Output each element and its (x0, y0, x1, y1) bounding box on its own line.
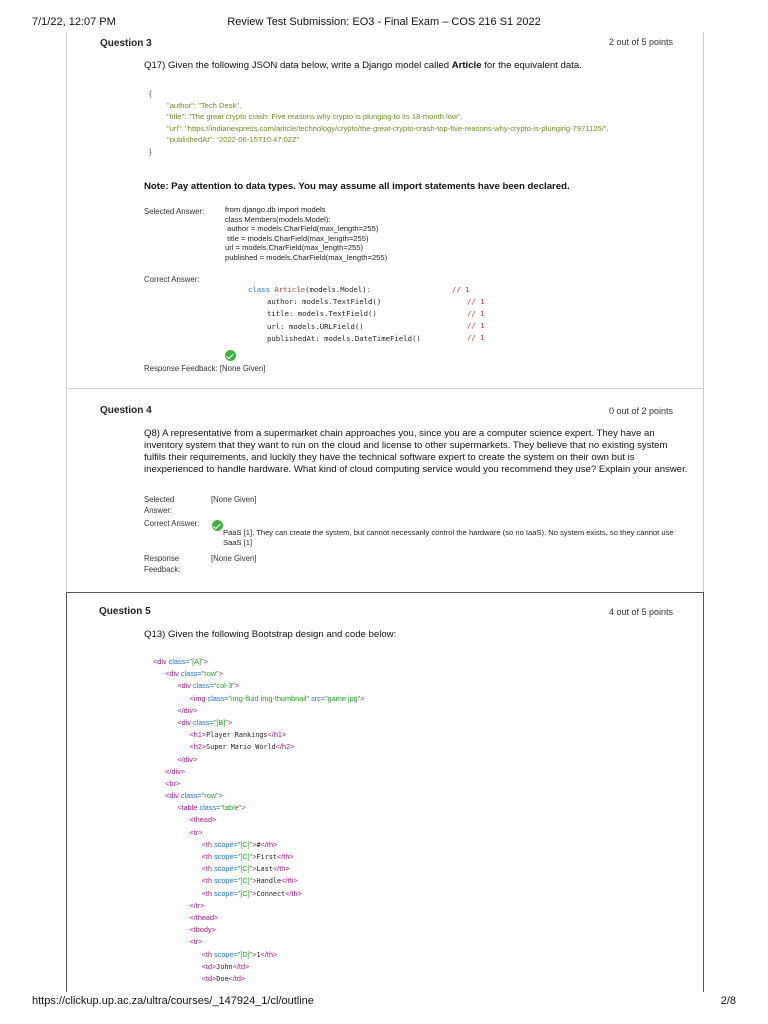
print-footer (32, 995, 736, 1007)
selected-answer: [None Given] (211, 495, 257, 504)
question-title: Question 4 (100, 405, 152, 416)
json-line: "title": "The great crypto crash: Five reasons why crypto is plunging to its 18-month low", (167, 112, 463, 121)
selected-answer-label: Selected Answer: (144, 495, 175, 515)
json-line: "publishedAt": "2022-06-15T10:47:02Z" (167, 135, 300, 144)
mark-comment: // 1 (467, 309, 485, 318)
json-data-block: { "author": "Tech Desk", "title": "The great crypto crash: Five reasons why crypto is plunging to its 18-month low", "url": "https://indianexpress.com/article/technology/crypto/the-great-crypto-crash-top-five-reasons-why-crypto-is-plunging-7971125/", "publishedAt": "2022-06-15T10:47:02Z" } (149, 89, 609, 156)
question-prompt: Q8) A representative from a supermarket chain approaches you, since you are a computer science expert. They have an inventory system that they want to run on the cloud and license to other supermarkets. They believe that no existing system fulfils their requirements, and luckily they have the technical software expert to create the system on their own but is inexperienced to handle hardware. What kind of cloud computing service would you recommend they use? Explain your answer. (144, 428, 688, 475)
question-points: 0 out of 2 points (608, 406, 673, 416)
correct-answer-label: Correct Answer: (144, 275, 200, 284)
feedback-row: Response Feedback: [None Given] (144, 364, 266, 373)
print-header (32, 16, 736, 30)
selected-answer: from django.db import models class Members(models.Model): author = models.CharField(max_length=255) title = models.CharField(max_length=255) url = models.CharField(max_length=255) published = models.CharField(max_length=255) (225, 205, 388, 262)
note-text: Note: Pay attention to data types. You may assume all import statements have been declared. (144, 181, 570, 192)
question-4-panel (66, 389, 704, 592)
question-title: Question 3 (100, 38, 152, 49)
mark-comment: // 1 (467, 297, 485, 306)
mark-comment: // 1 (467, 333, 485, 342)
feedback-value: [None Given] (211, 554, 257, 563)
mark-comment: // 1 (452, 285, 470, 294)
correct-answer-code: class Article(models.Model): author: models.TextField() title: models.TextField() url: models.URLField() publishedAt: models.DateTimeField() (248, 285, 421, 343)
feedback-label: Response Feedback: (144, 554, 181, 574)
correct-check-icon (225, 350, 236, 361)
json-line: "url": "https://indianexpress.com/article/technology/crypto/the-great-crypto-crash-top-five-reasons-why-crypto-is-plunging-7971125/", (167, 123, 609, 133)
question-3-panel (66, 32, 704, 389)
print-url: https://clickup.up.ac.za/ultra/courses/_147924_1/cl/outline (32, 995, 314, 1007)
bootstrap-code-block: <div class="[A]"> <div class="row"> <div class="col-3"> <img class="img-fluid img-thumbnail" src="game.jpg"> </div> <div class="[B]"> <h1>Player Rankings</h1> <h2>Super Mario World</h2> </div> </div> <br> <div class="row"> <table class="table"> <thead> <tr> <th scope="[C]">#</th> <th scope="[C]">First</th> <th scope="[C]">Last</th> <th scope="[C]">Handle</th> <th scope="[C]">Connect</th> </tr> </thead> <tbody> <tr> <th scope="[D]">1</th> <td>John</td> <td>Doe</td> (153, 657, 365, 983)
correct-answer-label: Correct Answer: (144, 519, 200, 528)
question-prompt: Q17) Given the following JSON data below, write a Django model called Article for the equivalent data. (144, 60, 582, 71)
correct-answer: PaaS [1]. They can create the system, but cannot necessarily control the hardware (so no IaaS). No system exists, so they cannot use SaaS [1] (223, 528, 674, 547)
question-points: 4 out of 5 points (608, 607, 673, 617)
correct-check-icon (212, 520, 223, 531)
mark-comment: // 1 (467, 321, 485, 330)
print-datetime: 7/1/22, 12:07 PM (32, 16, 116, 28)
question-points: 2 out of 5 points (608, 37, 673, 47)
question-prompt: Q13) Given the following Bootstrap design and code below: (144, 629, 397, 640)
print-title: Review Test Submission: EO3 - Final Exam – COS 216 S1 2022 (227, 16, 541, 28)
page-number: 2/8 (720, 995, 736, 1007)
selected-answer-label: Selected Answer: (144, 207, 205, 216)
json-line: "author": "Tech Desk", (167, 100, 242, 110)
question-title: Question 5 (99, 606, 151, 617)
question-5-panel (66, 592, 704, 992)
